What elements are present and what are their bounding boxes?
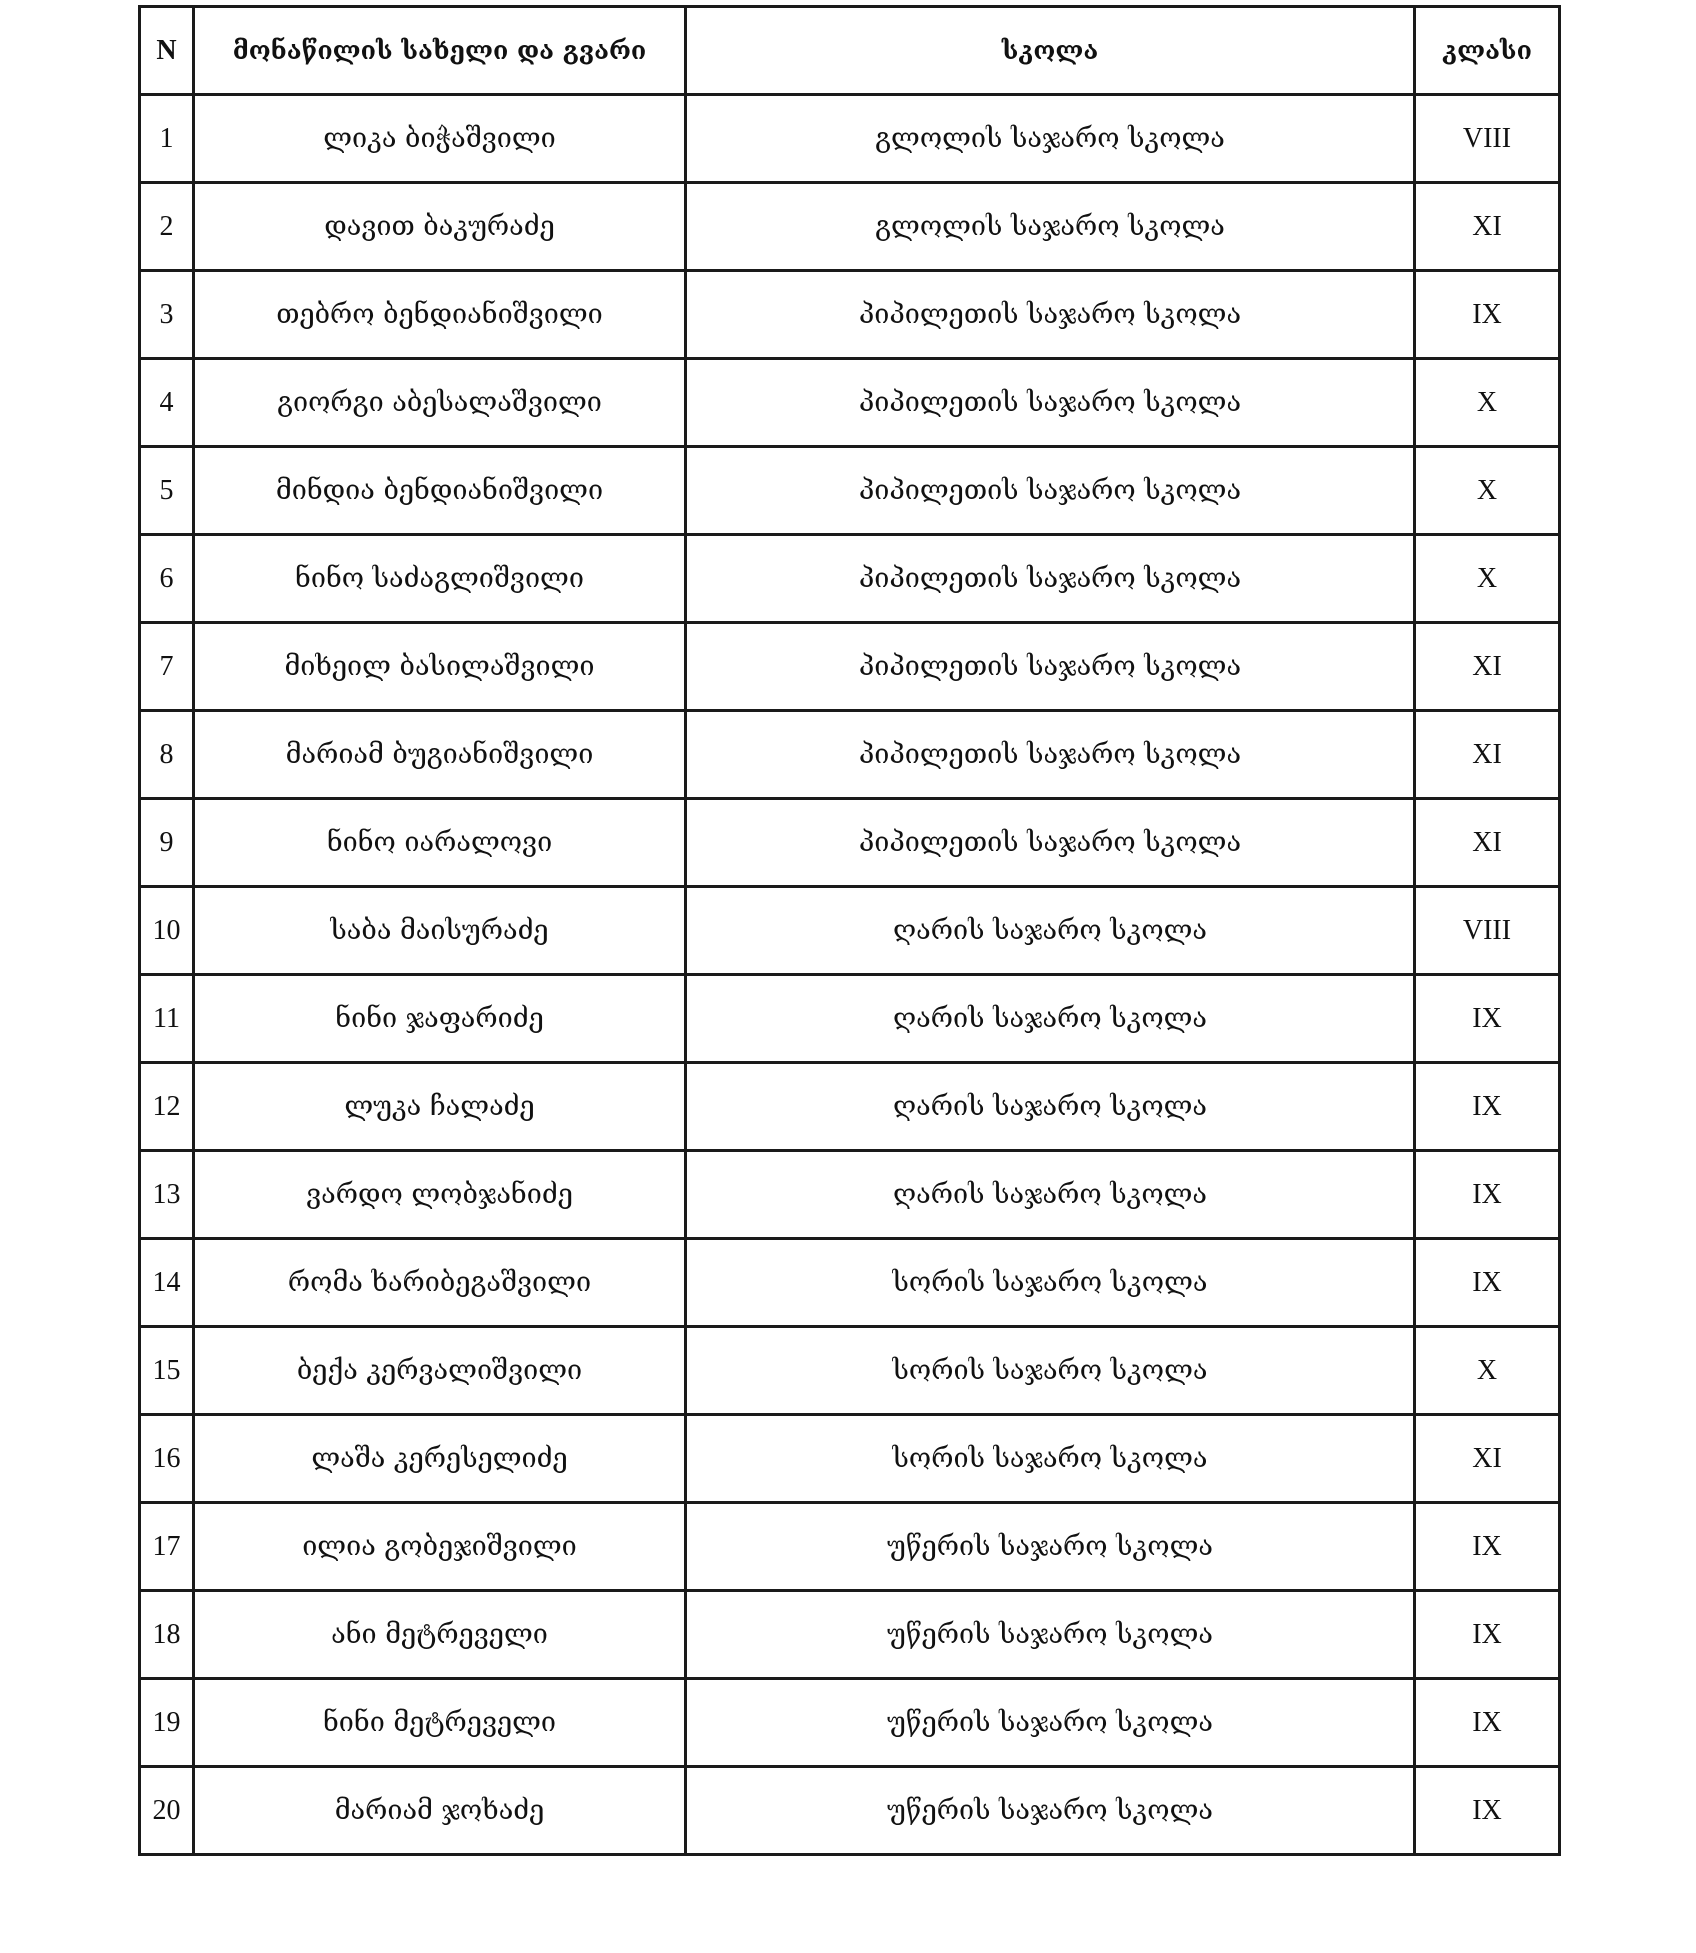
cell-number: 2 (140, 183, 194, 271)
cell-school: უწერის საჯარო სკოლა (686, 1679, 1415, 1767)
participants-table (138, 5, 1561, 1856)
cell-number: 3 (140, 271, 194, 359)
cell-participant-name: ნინო საძაგლიშვილი (194, 535, 686, 623)
cell-participant-name: ლუკა ჩალაძე (194, 1063, 686, 1151)
cell-participant-name: ლაშა კერესელიძე (194, 1415, 686, 1503)
cell-school: ღარის საჯარო სკოლა (686, 887, 1415, 975)
cell-number: 8 (140, 711, 194, 799)
table-row (140, 975, 1560, 1063)
table-row (140, 711, 1560, 799)
table-row (140, 1063, 1560, 1151)
cell-participant-name: თებრო ბენდიანიშვილი (194, 271, 686, 359)
cell-participant-name: ნინი მეტრეველი (194, 1679, 686, 1767)
cell-school: პიპილეთის საჯარო სკოლა (686, 623, 1415, 711)
cell-participant-name: დავით ბაკურაძე (194, 183, 686, 271)
header-grade: კლასი (1415, 7, 1560, 95)
cell-grade: IX (1415, 1151, 1560, 1239)
cell-grade: IX (1415, 1679, 1560, 1767)
cell-number: 5 (140, 447, 194, 535)
cell-grade: XI (1415, 711, 1560, 799)
cell-school: პიპილეთის საჯარო სკოლა (686, 799, 1415, 887)
cell-number: 13 (140, 1151, 194, 1239)
cell-number: 4 (140, 359, 194, 447)
table-row (140, 1415, 1560, 1503)
table-row (140, 1503, 1560, 1591)
table-row (140, 1239, 1560, 1327)
cell-participant-name: ვარდო ლობჯანიძე (194, 1151, 686, 1239)
cell-number: 12 (140, 1063, 194, 1151)
table-row (140, 95, 1560, 183)
cell-participant-name: მინდია ბენდიანიშვილი (194, 447, 686, 535)
cell-participant-name: ნინო იარალოვი (194, 799, 686, 887)
cell-school: უწერის საჯარო სკოლა (686, 1503, 1415, 1591)
cell-number: 10 (140, 887, 194, 975)
cell-participant-name: ნინი ჯაფარიძე (194, 975, 686, 1063)
cell-grade: X (1415, 535, 1560, 623)
table-row (140, 799, 1560, 887)
cell-school: სორის საჯარო სკოლა (686, 1239, 1415, 1327)
cell-participant-name: მარიამ ჯოხაძე (194, 1767, 686, 1855)
cell-school: ღარის საჯარო სკოლა (686, 1063, 1415, 1151)
header-number: N (140, 7, 194, 95)
table-row (140, 1767, 1560, 1855)
table-row (140, 1679, 1560, 1767)
cell-grade: VIII (1415, 95, 1560, 183)
cell-grade: IX (1415, 1063, 1560, 1151)
table-row (140, 183, 1560, 271)
table-header-row (140, 7, 1560, 95)
cell-school: გლოლის საჯარო სკოლა (686, 95, 1415, 183)
cell-number: 1 (140, 95, 194, 183)
cell-school: ღარის საჯარო სკოლა (686, 975, 1415, 1063)
table-row (140, 447, 1560, 535)
cell-school: პიპილეთის საჯარო სკოლა (686, 359, 1415, 447)
cell-grade: IX (1415, 271, 1560, 359)
cell-grade: XI (1415, 1415, 1560, 1503)
table-row (140, 1327, 1560, 1415)
cell-school: ღარის საჯარო სკოლა (686, 1151, 1415, 1239)
cell-number: 20 (140, 1767, 194, 1855)
header-school: სკოლა (686, 7, 1415, 95)
cell-school: სორის საჯარო სკოლა (686, 1327, 1415, 1415)
cell-number: 18 (140, 1591, 194, 1679)
table-row (140, 623, 1560, 711)
cell-school: გლოლის საჯარო სკოლა (686, 183, 1415, 271)
table-body (140, 95, 1560, 1855)
cell-school: პიპილეთის საჯარო სკოლა (686, 271, 1415, 359)
cell-participant-name: მიხეილ ბასილაშვილი (194, 623, 686, 711)
cell-participant-name: მარიამ ბუგიანიშვილი (194, 711, 686, 799)
cell-number: 9 (140, 799, 194, 887)
table-row (140, 1591, 1560, 1679)
cell-grade: IX (1415, 1767, 1560, 1855)
cell-participant-name: ილია გობეჯიშვილი (194, 1503, 686, 1591)
cell-number: 6 (140, 535, 194, 623)
cell-number: 17 (140, 1503, 194, 1591)
cell-school: უწერის საჯარო სკოლა (686, 1767, 1415, 1855)
header-participant-name: მონაწილის სახელი და გვარი (194, 7, 686, 95)
cell-school: პიპილეთის საჯარო სკოლა (686, 447, 1415, 535)
cell-number: 7 (140, 623, 194, 711)
cell-number: 19 (140, 1679, 194, 1767)
table-row (140, 887, 1560, 975)
cell-grade: IX (1415, 1591, 1560, 1679)
cell-participant-name: რომა ხარიბეგაშვილი (194, 1239, 686, 1327)
cell-grade: IX (1415, 975, 1560, 1063)
cell-number: 11 (140, 975, 194, 1063)
cell-participant-name: ლიკა ბიჭაშვილი (194, 95, 686, 183)
cell-grade: IX (1415, 1239, 1560, 1327)
table-row (140, 535, 1560, 623)
cell-school: პიპილეთის საჯარო სკოლა (686, 711, 1415, 799)
table-row (140, 271, 1560, 359)
cell-school: პიპილეთის საჯარო სკოლა (686, 535, 1415, 623)
cell-number: 16 (140, 1415, 194, 1503)
cell-participant-name: ბექა კერვალიშვილი (194, 1327, 686, 1415)
cell-grade: XI (1415, 183, 1560, 271)
cell-participant-name: საბა მაისურაძე (194, 887, 686, 975)
cell-grade: X (1415, 1327, 1560, 1415)
cell-school: უწერის საჯარო სკოლა (686, 1591, 1415, 1679)
cell-grade: X (1415, 447, 1560, 535)
table-row (140, 359, 1560, 447)
cell-number: 15 (140, 1327, 194, 1415)
cell-grade: VIII (1415, 887, 1560, 975)
cell-participant-name: გიორგი აბესალაშვილი (194, 359, 686, 447)
table-row (140, 1151, 1560, 1239)
cell-participant-name: ანი მეტრეველი (194, 1591, 686, 1679)
cell-number: 14 (140, 1239, 194, 1327)
cell-grade: XI (1415, 799, 1560, 887)
cell-grade: IX (1415, 1503, 1560, 1591)
cell-grade: XI (1415, 623, 1560, 711)
cell-grade: X (1415, 359, 1560, 447)
cell-school: სორის საჯარო სკოლა (686, 1415, 1415, 1503)
